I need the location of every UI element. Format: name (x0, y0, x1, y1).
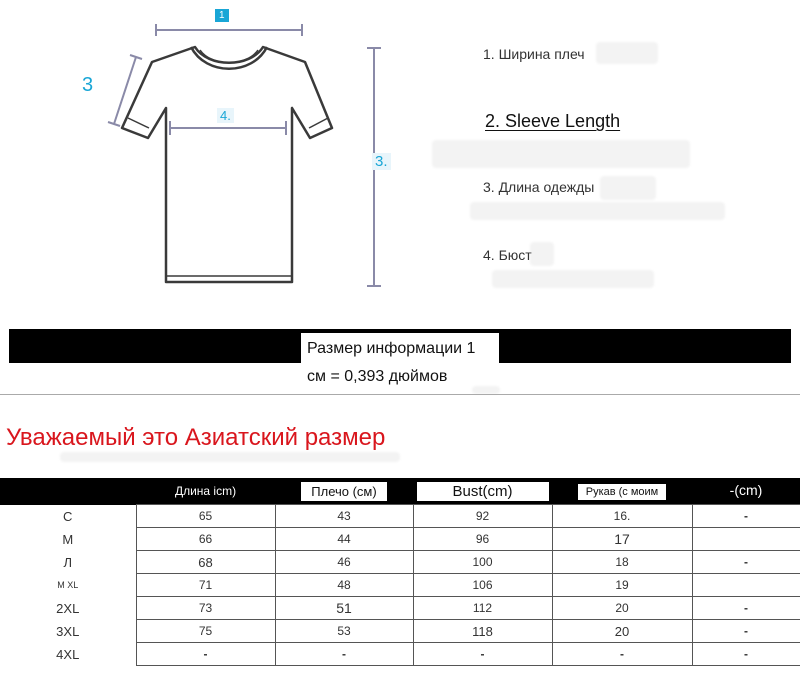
length-cell: 65 (136, 505, 275, 528)
bust-cell: 96 (413, 528, 552, 551)
shoulder-dim-label: 1 (215, 9, 229, 22)
smudge (470, 202, 725, 220)
tshirt-diagram (70, 0, 410, 300)
size-label: С (63, 508, 73, 524)
legend-garment-length: 3. Длина одежды (483, 179, 595, 195)
header-length-label: Длина icm) (174, 484, 237, 498)
legend-sleeve-length: 2. Sleeve Length (485, 111, 621, 131)
smudge (530, 242, 554, 266)
sleeve-cell: 20 (552, 620, 692, 643)
sleeve-cell: 19 (552, 574, 692, 597)
bust-dim-label: 4. (217, 108, 234, 123)
table-header-row (0, 478, 800, 505)
header-bust-label: Bust(cm) (417, 482, 549, 501)
size-label: М (62, 531, 74, 547)
extra-cell: - (692, 597, 800, 620)
header-shoulder-label: Плечо (см) (301, 482, 386, 501)
header-bust (413, 478, 552, 505)
length-cell: 66 (136, 528, 275, 551)
shoulder-cell: 48 (275, 574, 413, 597)
bust-cell: 112 (413, 597, 552, 620)
smudge (600, 176, 656, 200)
table-row (0, 597, 800, 620)
bust-cell: 100 (413, 551, 552, 574)
length-dim-label: 3. (372, 153, 391, 170)
size-label: 2XL (56, 600, 80, 616)
sleeve-cell: - (552, 643, 692, 666)
sleeve-cell: 20 (552, 597, 692, 620)
section-divider (0, 394, 800, 395)
shoulder-cell: 51 (275, 597, 413, 620)
table-row (0, 643, 800, 666)
smudge (432, 140, 690, 168)
table-row (0, 528, 800, 551)
length-cell: 73 (136, 597, 275, 620)
size-label: 3XL (56, 623, 80, 639)
cm-inch-conversion-text: см = 0,393 дюймов (307, 368, 448, 385)
bust-cell: 92 (413, 505, 552, 528)
length-cell: 75 (136, 620, 275, 643)
table-row (0, 505, 800, 528)
size-table (0, 478, 800, 666)
sleeve-cell: 17 (552, 528, 692, 551)
extra-cell: - (692, 620, 800, 643)
header-size-corner (0, 478, 136, 505)
size-info-text: Размер информации 1 (307, 340, 476, 357)
smudge (60, 452, 400, 462)
sleeve-cell: 18 (552, 551, 692, 574)
sleeve-cell: 16. (552, 505, 692, 528)
header-extra-label: -(cm) (729, 482, 763, 498)
smudge (596, 42, 658, 64)
legend-bust: 4. Бюст (483, 247, 532, 263)
header-shoulder (275, 478, 413, 505)
header-sleeve (552, 478, 692, 505)
shoulder-cell: 43 (275, 505, 413, 528)
sleeve-dim-label: 3 (82, 74, 94, 96)
shoulder-cell: 46 (275, 551, 413, 574)
length-cell: - (136, 643, 275, 666)
size-label: M XL (57, 580, 79, 590)
header-sleeve-label: Рукав (с моим (578, 484, 667, 500)
table-row (0, 574, 800, 597)
extra-cell: - (692, 551, 800, 574)
extra-cell: - (692, 643, 800, 666)
shoulder-cell: - (275, 643, 413, 666)
shoulder-cell: 44 (275, 528, 413, 551)
asian-size-heading: Уважаемый это Азиатский размер (6, 424, 386, 451)
table-row (0, 620, 800, 643)
extra-cell: - (692, 505, 800, 528)
smudge (492, 270, 654, 288)
header-length (136, 478, 275, 505)
size-label: 4XL (56, 646, 80, 662)
table-row (0, 551, 800, 574)
shoulder-cell: 53 (275, 620, 413, 643)
tshirt-outline (70, 0, 410, 300)
bust-cell: - (413, 643, 552, 666)
size-label: Л (63, 554, 73, 570)
legend-shoulder-width: 1. Ширина плеч (483, 46, 585, 62)
length-cell: 68 (136, 551, 275, 574)
extra-cell (692, 574, 800, 597)
bust-cell: 106 (413, 574, 552, 597)
length-cell: 71 (136, 574, 275, 597)
smudge (472, 386, 500, 394)
bust-cell: 118 (413, 620, 552, 643)
header-extra (692, 478, 800, 505)
extra-cell (692, 528, 800, 551)
